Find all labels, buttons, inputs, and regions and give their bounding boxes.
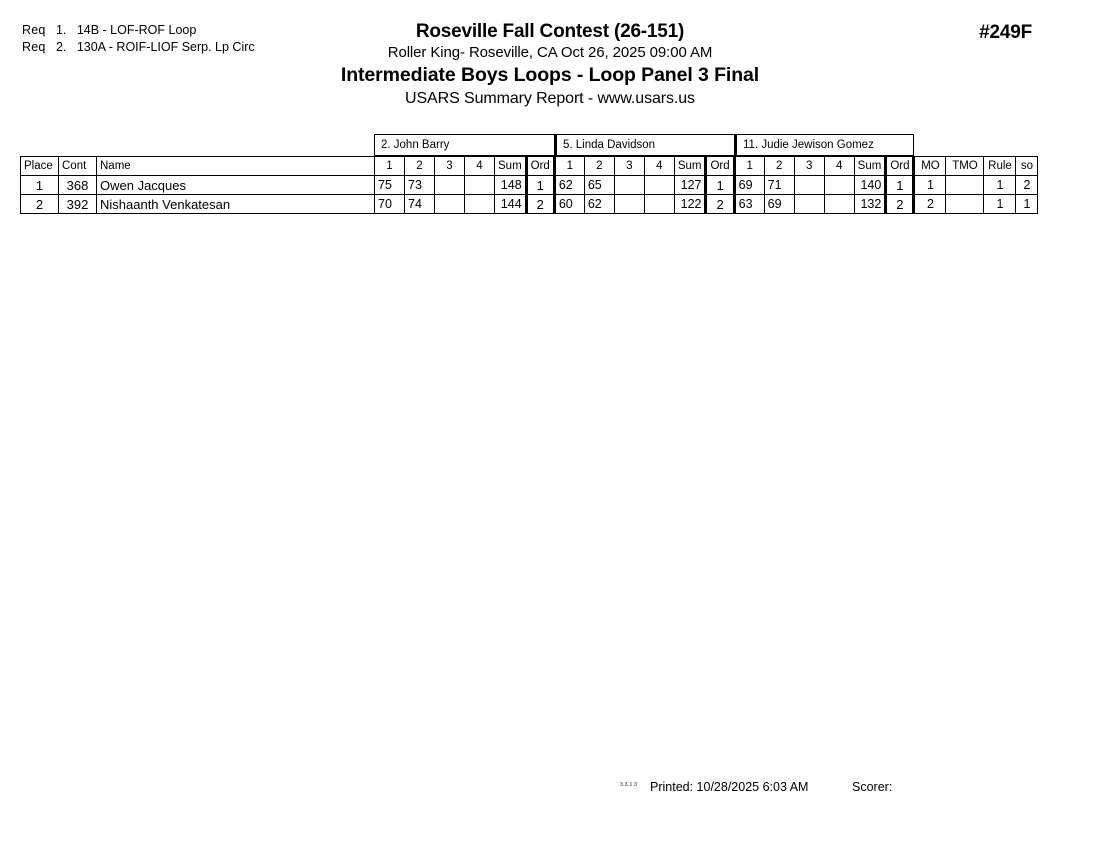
cell-cont: 368: [59, 176, 97, 195]
title-block: [180, 20, 920, 110]
cell-j1-ord: 1: [526, 176, 554, 195]
col-header-j2-s4: 4: [644, 157, 674, 176]
table-row: [21, 195, 1038, 214]
cell-mo: 1: [914, 176, 946, 195]
cell-j1-s3: [435, 195, 465, 214]
cell-rule: 1: [984, 195, 1016, 214]
col-header-j2-ord: Ord: [706, 157, 734, 176]
cell-j2-s2: 62: [584, 195, 614, 214]
col-header-j2-s2: 2: [584, 157, 614, 176]
sheet-id: #249F: [979, 22, 1032, 43]
printed-timestamp: Printed: 10/28/2025 6:03 AM: [650, 780, 809, 794]
col-header-j3-sum: Sum: [854, 157, 886, 176]
footer-version-marker: 3.3.1.3: [620, 782, 638, 788]
cell-mo: 2: [914, 195, 946, 214]
cell-j1-s2: 74: [405, 195, 435, 214]
cell-j3-s4: [824, 176, 854, 195]
scorer-label: Scorer:: [852, 780, 893, 794]
col-header-j3-ord: Ord: [886, 157, 914, 176]
col-header-j1-ord: Ord: [526, 157, 554, 176]
results-table-head: [21, 157, 1038, 176]
cell-j2-s1: 62: [554, 176, 584, 195]
cell-j3-sum: 132: [854, 195, 886, 214]
cell-j3-s3: [794, 176, 824, 195]
report-line: USARS Summary Report - www.usars.us: [405, 90, 695, 107]
cell-j3-s1: 69: [734, 176, 764, 195]
col-header-j3-s2: 2: [764, 157, 794, 176]
judge-header-1: 2. John Barry: [374, 134, 554, 156]
cell-j3-s2: 69: [764, 195, 794, 214]
requirement-text: 130A - ROIF-LIOF Serp. Lp Circ: [76, 40, 255, 54]
col-header-j3-s3: 3: [794, 157, 824, 176]
cell-j1-sum: 148: [495, 176, 527, 195]
col-header-j1-s4: 4: [465, 157, 495, 176]
col-header-j2-sum: Sum: [674, 157, 706, 176]
col-header-rule: Rule: [984, 157, 1016, 176]
cell-j1-s4: [465, 176, 495, 195]
col-header-name: Name: [97, 157, 375, 176]
cell-j1-s4: [465, 195, 495, 214]
col-header-place: Place: [21, 157, 59, 176]
cell-j3-ord: 1: [886, 176, 914, 195]
cell-j2-s2: 65: [584, 176, 614, 195]
cell-j2-s1: 60: [554, 195, 584, 214]
cell-j3-s1: 63: [734, 195, 764, 214]
cell-j3-ord: 2: [886, 195, 914, 214]
col-header-j2-s1: 1: [554, 157, 584, 176]
results-table-wrap: [20, 156, 1038, 214]
cell-j1-s1: 75: [375, 176, 405, 195]
cell-place: 1: [21, 176, 59, 195]
cell-j1-sum: 144: [495, 195, 527, 214]
cell-j2-s4: [644, 176, 674, 195]
cell-j2-sum: 122: [674, 195, 706, 214]
cell-j2-s3: [614, 176, 644, 195]
cell-so: 1: [1016, 195, 1038, 214]
cell-j1-ord: 2: [526, 195, 554, 214]
col-header-j1-s3: 3: [435, 157, 465, 176]
cell-so: 2: [1016, 176, 1038, 195]
cell-j2-s4: [644, 195, 674, 214]
cell-j3-s3: [794, 195, 824, 214]
cell-tmo: [946, 195, 984, 214]
col-header-so: so: [1016, 157, 1038, 176]
requirement-label: Req: [22, 40, 46, 54]
cell-j1-s1: 70: [375, 195, 405, 214]
cell-j1-s2: 73: [405, 176, 435, 195]
event-title: Intermediate Boys Loops - Loop Panel 3 Final: [340, 64, 760, 86]
cell-j2-ord: 2: [706, 195, 734, 214]
requirement-number: 2.: [55, 40, 67, 54]
cell-j3-s2: 71: [764, 176, 794, 195]
col-header-j1-sum: Sum: [495, 157, 527, 176]
table-row: [21, 176, 1038, 195]
cell-name: Nishaanth Venkatesan: [97, 195, 375, 214]
col-header-j1-s1: 1: [375, 157, 405, 176]
cell-j2-ord: 1: [706, 176, 734, 195]
column-header-row: [21, 157, 1038, 176]
results-table: [20, 156, 1038, 214]
results-table-body: [21, 176, 1038, 214]
cell-place: 2: [21, 195, 59, 214]
cell-j2-s3: [614, 195, 644, 214]
cell-rule: 1: [984, 176, 1016, 195]
judge-header-2: 5. Linda Davidson: [554, 134, 734, 156]
col-header-j3-s1: 1: [734, 157, 764, 176]
col-header-tmo: TMO: [946, 157, 984, 176]
cell-tmo: [946, 176, 984, 195]
cell-name: Owen Jacques: [97, 176, 375, 195]
cell-j3-sum: 140: [854, 176, 886, 195]
col-header-j2-s3: 3: [614, 157, 644, 176]
cell-cont: 392: [59, 195, 97, 214]
col-header-j1-s2: 2: [405, 157, 435, 176]
col-header-cont: Cont: [59, 157, 97, 176]
requirement-label: Req: [22, 23, 46, 37]
judge-header-3: 11. Judie Jewison Gomez: [734, 134, 914, 156]
judge-band: [374, 134, 914, 156]
cell-j2-sum: 127: [674, 176, 706, 195]
cell-j3-s4: [824, 195, 854, 214]
requirement-text: 14B - LOF-ROF Loop: [76, 23, 197, 37]
requirement-number: 1.: [55, 23, 67, 37]
col-header-mo: MO: [914, 157, 946, 176]
col-header-j3-s4: 4: [824, 157, 854, 176]
venue-line: Roller King- Roseville, CA Oct 26, 2025 09:00 AM: [387, 44, 713, 61]
contest-title: Roseville Fall Contest (26-151): [415, 21, 685, 42]
cell-j1-s3: [435, 176, 465, 195]
